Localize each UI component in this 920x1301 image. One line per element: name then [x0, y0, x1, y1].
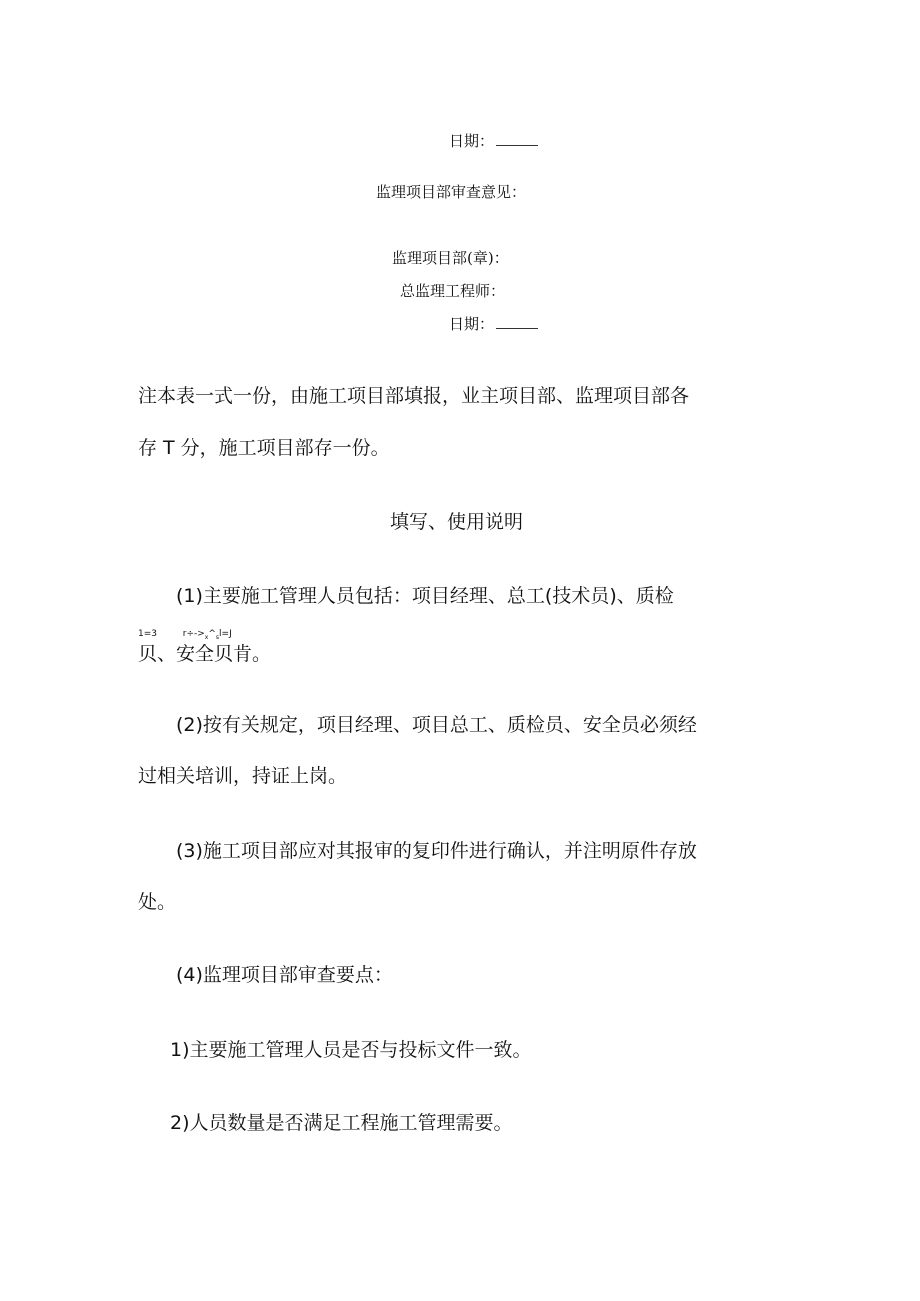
item-3-line-2: 处。 — [138, 891, 177, 913]
date-blank-2 — [496, 316, 538, 329]
date-blank-1 — [496, 133, 538, 146]
ocr-artifact — [138, 630, 232, 641]
note-line-1: 注本表一式一份，由施工项目部填报，业主项目部、监理项目部各 — [138, 385, 690, 407]
ocr-artifact-end: l=J — [219, 629, 232, 639]
date-field-2 — [449, 316, 538, 332]
instructions-title: 填写、使用说明 — [390, 511, 524, 533]
ocr-artifact-sub-2: s — [215, 633, 220, 641]
supervision-seal-label: 监理项目部(章)： — [392, 249, 509, 267]
review-point-1: 1)主要施工管理人员是否与投标文件一致。 — [170, 1039, 532, 1061]
item-4: (4)监理项目部审查要点： — [176, 964, 393, 986]
item-2-line-1: (2)按有关规定，项目经理、项目总工、质检员、安全员必须经 — [176, 714, 697, 736]
review-point-2: 2)人员数量是否满足工程施工管理需要。 — [170, 1112, 513, 1134]
note-line-2: 存 T 分，施工项目部存一份。 — [138, 437, 390, 459]
item-1-line-2: 贝、安全贝肯。 — [138, 643, 272, 665]
ocr-artifact-sub-1: x — [204, 633, 209, 641]
date-label-1: 日期： — [449, 132, 495, 150]
item-1-line-1: (1)主要施工管理人员包括：项目经理、总工(技术员)、质检 — [176, 585, 674, 607]
ocr-artifact-left: 1=3 — [138, 629, 157, 639]
chief-engineer-label: 总监理工程师： — [400, 282, 506, 300]
item-3-line-1: (3)施工项目部应对其报审的复印件进行确认，并注明原件存放 — [176, 840, 697, 862]
date-label-2: 日期： — [449, 315, 495, 333]
date-field-1 — [449, 133, 538, 149]
ocr-artifact-right: r÷-> — [182, 629, 205, 639]
item-2-line-2: 过相关培训，持证上岗。 — [138, 765, 348, 787]
supervision-opinion-label: 监理项目部审查意见： — [376, 183, 527, 201]
ocr-artifact-mid: ^ — [208, 629, 216, 639]
